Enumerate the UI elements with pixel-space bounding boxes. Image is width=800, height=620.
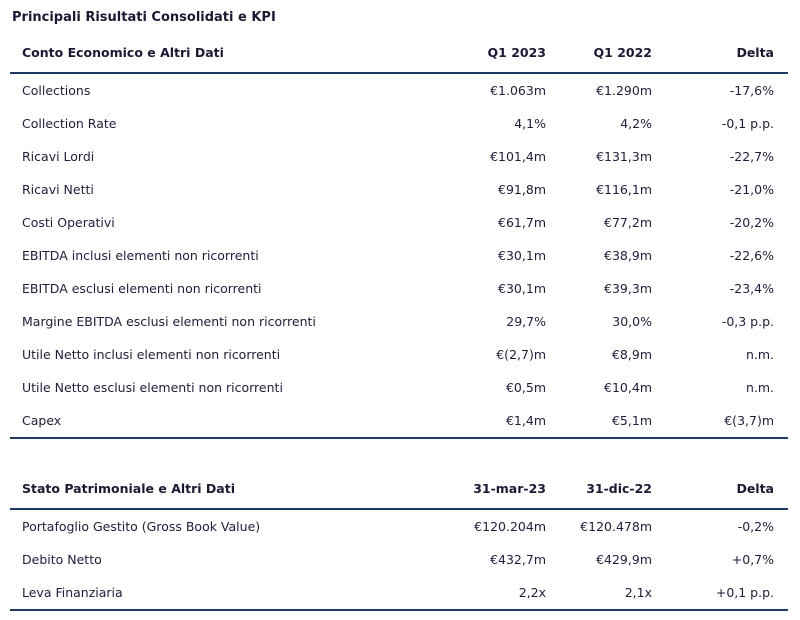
value-31-dic-22: €429,9m: [596, 552, 652, 567]
header-col-delta: Delta: [736, 45, 774, 60]
value-q1-2022: €5,1m: [611, 413, 652, 428]
value-delta: -23,4%: [729, 281, 774, 296]
value-delta: -22,6%: [729, 248, 774, 263]
value-q1-2023: 4,1%: [514, 116, 546, 131]
value-q1-2022: €8,9m: [611, 347, 652, 362]
value-delta: -0,2%: [737, 519, 774, 534]
header-col-q1-2022: Q1 2022: [593, 45, 652, 60]
table-row: [10, 74, 788, 107]
row-label: EBITDA inclusi elementi non ricorrenti: [22, 248, 259, 263]
row-label: EBITDA esclusi elementi non ricorrenti: [22, 281, 262, 296]
value-q1-2023: €30,1m: [498, 281, 546, 296]
value-delta: -0,1 p.p.: [721, 116, 774, 131]
table-row: [10, 338, 788, 371]
value-q1-2023: €61,7m: [498, 215, 546, 230]
value-q1-2023: €91,8m: [498, 182, 546, 197]
value-q1-2023: €1,4m: [505, 413, 546, 428]
value-q1-2022: €77,2m: [604, 215, 652, 230]
value-q1-2022: €131,3m: [596, 149, 652, 164]
value-q1-2023: €30,1m: [498, 248, 546, 263]
value-31-dic-22: 2,1x: [624, 585, 652, 600]
table-row: [10, 576, 788, 609]
value-31-mar-23: €432,7m: [490, 552, 546, 567]
table-row: [10, 371, 788, 404]
value-q1-2023: €0,5m: [505, 380, 546, 395]
balance-sheet-table: [10, 469, 788, 611]
row-label: Ricavi Lordi: [22, 149, 95, 164]
table-row: [10, 510, 788, 543]
row-label: Collection Rate: [22, 116, 117, 131]
table-header: [10, 469, 788, 510]
value-q1-2023: €1.063m: [490, 83, 546, 98]
value-q1-2023: 29,7%: [506, 314, 546, 329]
row-label: Utile Netto inclusi elementi non ricorrenti: [22, 347, 281, 362]
value-q1-2022: 4,2%: [620, 116, 652, 131]
table-row: [10, 305, 788, 338]
row-label: Costi Operativi: [22, 215, 115, 230]
income-statement-table: [10, 33, 788, 439]
row-label: Ricavi Netti: [22, 182, 94, 197]
header-col-q1-2023: Q1 2023: [487, 45, 546, 60]
value-q1-2022: €10,4m: [604, 380, 652, 395]
header-label: Stato Patrimoniale e Altri Dati: [22, 481, 235, 496]
row-label: Debito Netto: [22, 552, 102, 567]
table-row: [10, 239, 788, 272]
value-delta: -21,0%: [729, 182, 774, 197]
table-row: [10, 206, 788, 239]
value-q1-2022: €116,1m: [596, 182, 652, 197]
value-q1-2022: €38,9m: [604, 248, 652, 263]
table-row: [10, 543, 788, 576]
value-q1-2022: €1.290m: [596, 83, 652, 98]
value-delta: +0,7%: [731, 552, 774, 567]
value-delta: -22,7%: [729, 149, 774, 164]
table-row: [10, 140, 788, 173]
header-label: Conto Economico e Altri Dati: [22, 45, 224, 60]
value-31-mar-23: €120.204m: [474, 519, 546, 534]
row-label: Portafoglio Gestito (Gross Book Value): [22, 519, 261, 534]
value-q1-2023: €(2,7)m: [496, 347, 546, 362]
table-row: [10, 404, 788, 437]
value-delta: +0,1 p.p.: [715, 585, 774, 600]
value-q1-2022: 30,0%: [612, 314, 652, 329]
value-delta: -20,2%: [729, 215, 774, 230]
header-col-31-dic-22: 31-dic-22: [586, 481, 652, 496]
value-31-mar-23: 2,2x: [518, 585, 546, 600]
table-row: [10, 173, 788, 206]
value-delta: n.m.: [745, 347, 774, 362]
table-row: [10, 107, 788, 140]
row-label: Leva Finanziaria: [22, 585, 123, 600]
page-title: Principali Risultati Consolidati e KPI: [12, 10, 276, 25]
value-31-dic-22: €120.478m: [580, 519, 652, 534]
value-q1-2023: €101,4m: [490, 149, 546, 164]
row-label: Margine EBITDA esclusi elementi non ricorrenti: [22, 314, 316, 329]
table-header: [10, 33, 788, 74]
value-q1-2022: €39,3m: [604, 281, 652, 296]
table-row: [10, 272, 788, 305]
row-label: Capex: [22, 413, 62, 428]
header-col-delta: Delta: [736, 481, 774, 496]
row-label: Collections: [22, 83, 91, 98]
value-delta: -17,6%: [729, 83, 774, 98]
value-delta: -0,3 p.p.: [721, 314, 774, 329]
header-col-31-mar-23: 31-mar-23: [473, 481, 546, 496]
row-label: Utile Netto esclusi elementi non ricorrenti: [22, 380, 283, 395]
value-delta: €(3,7)m: [724, 413, 774, 428]
value-delta: n.m.: [745, 380, 774, 395]
